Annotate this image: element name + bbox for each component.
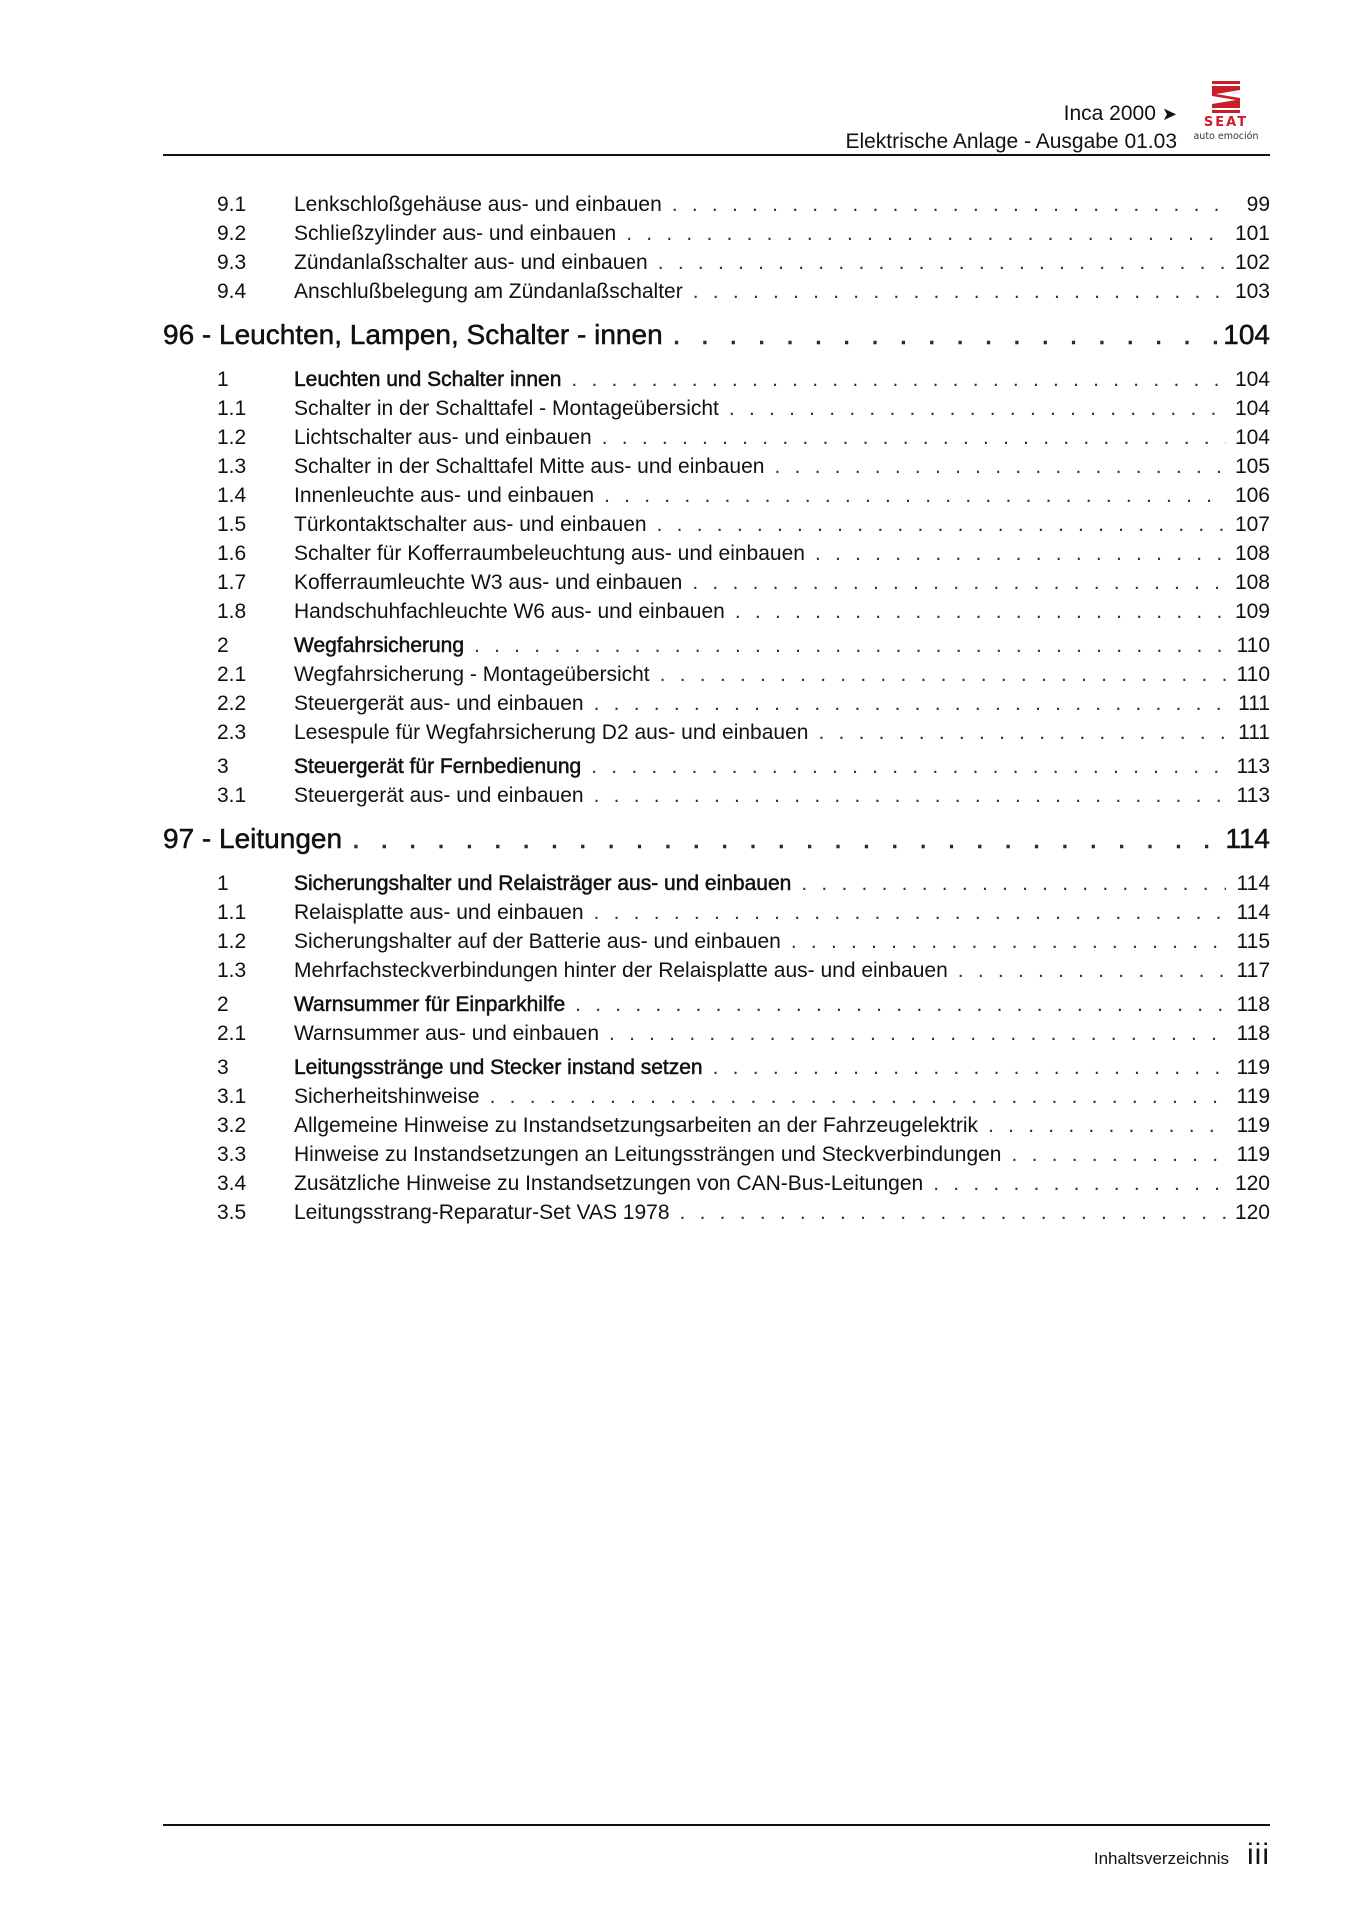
toc-item-row	[163, 452, 1270, 481]
toc-title: Leitungsstrang-Reparatur-Set VAS 1978	[294, 1201, 670, 1224]
toc-title: Zusätzliche Hinweise zu Instandsetzungen von CAN-Bus-Leitungen	[294, 1172, 924, 1195]
toc-number: 2.2	[217, 692, 247, 715]
toc-section-row	[163, 869, 1270, 898]
toc-title: Leuchten und Schalter innen	[294, 368, 562, 391]
toc-number: 9.1	[217, 193, 247, 216]
toc-dot-leader	[672, 190, 1226, 219]
toc-title: Lenkschloßgehäuse aus- und einbauen	[294, 193, 662, 216]
toc-page-number: 108	[1234, 571, 1270, 594]
toc-number: 2.1	[217, 1022, 247, 1045]
toc-page-number: 117	[1236, 959, 1270, 982]
toc-dot-leader	[818, 718, 1226, 747]
toc-page-number: 110	[1236, 663, 1270, 686]
toc-title: Steuergerät aus- und einbauen	[294, 692, 584, 715]
toc-number: 3.3	[217, 1143, 247, 1166]
toc-dot-leader	[575, 990, 1226, 1019]
toc-number: 3.4	[217, 1172, 247, 1195]
toc-number: 1.1	[217, 901, 247, 924]
toc-title: Steuergerät aus- und einbauen	[294, 784, 584, 807]
page-footer	[1094, 1838, 1270, 1872]
toc-dot-leader	[626, 219, 1226, 248]
toc-number: 1.3	[217, 455, 247, 478]
toc-dot-leader	[352, 814, 1220, 864]
footer-page-number: iii	[1247, 1838, 1270, 1871]
toc-page-number: 113	[1236, 755, 1270, 778]
toc-page-number: 104	[1234, 426, 1270, 449]
toc-dot-leader	[713, 1053, 1226, 1082]
toc-number: 3	[217, 755, 229, 778]
toc-chapter-row	[163, 310, 1270, 360]
toc-page-number: 113	[1236, 784, 1270, 807]
toc-dot-leader	[602, 423, 1226, 452]
toc-dot-leader	[604, 481, 1226, 510]
toc-item-row	[163, 660, 1270, 689]
toc-page-number: 111	[1238, 692, 1270, 715]
toc-item-row	[163, 781, 1270, 810]
toc-title: Wegfahrsicherung - Montageübersicht	[294, 663, 650, 686]
toc-dot-leader	[660, 660, 1226, 689]
toc-page-number: 104	[1234, 368, 1270, 391]
toc-number: 2	[217, 993, 229, 1016]
toc-page-number: 114	[1236, 872, 1270, 895]
toc-title: Relaisplatte aus- und einbauen	[294, 901, 584, 924]
toc-dot-leader	[680, 1198, 1227, 1227]
toc-item-row	[163, 1198, 1270, 1227]
toc-page-number: 107	[1234, 513, 1270, 536]
toc-title: Schalter in der Schalttafel - Montageübersicht	[294, 397, 719, 420]
toc-number: 3.1	[217, 1085, 247, 1108]
toc-chapter-row	[163, 814, 1270, 864]
toc-page-number: 101	[1234, 222, 1270, 245]
toc-number: 2.3	[217, 721, 247, 744]
toc-number: 1.1	[217, 397, 247, 420]
toc-item-row	[163, 1082, 1270, 1111]
toc-number: 1	[217, 872, 229, 895]
toc-page-number: 110	[1236, 634, 1270, 657]
toc-dot-leader	[594, 689, 1226, 718]
toc-title: Sicherungshalter auf der Batterie aus- und einbauen	[294, 930, 781, 953]
toc-title: Kofferraumleuchte W3 aus- und einbauen	[294, 571, 683, 594]
toc-title: Sicherungshalter und Relaisträger aus- und einbauen	[294, 872, 792, 895]
toc-section-row	[163, 631, 1270, 660]
toc-title: Steuergerät für Fernbedienung	[294, 755, 582, 778]
seat-s-emblem-icon	[1212, 81, 1240, 113]
toc-title: 97 - Leitungen	[163, 823, 343, 854]
toc-dot-leader	[801, 869, 1226, 898]
toc-dot-leader	[815, 539, 1226, 568]
toc-dot-leader	[735, 597, 1226, 626]
toc-number: 9.4	[217, 280, 247, 303]
toc-number: 1.4	[217, 484, 247, 507]
toc-section-row	[163, 365, 1270, 394]
arrow-icon: ➤	[1161, 104, 1177, 124]
toc-number: 9.3	[217, 251, 247, 274]
toc-dot-leader	[692, 568, 1226, 597]
toc-dot-leader	[594, 781, 1226, 810]
toc-section-row	[163, 1053, 1270, 1082]
toc-title: Warnsummer aus- und einbauen	[294, 1022, 600, 1045]
toc-title: Schließzylinder aus- und einbauen	[294, 222, 617, 245]
toc-item-row	[163, 718, 1270, 747]
toc-page-number: 119	[1236, 1114, 1270, 1137]
toc-page-number: 103	[1234, 280, 1270, 303]
toc-dot-leader	[474, 631, 1226, 660]
toc-item-row	[163, 539, 1270, 568]
page-header	[163, 92, 1270, 155]
toc-title: Handschuhfachleuchte W6 aus- und einbauen	[294, 600, 725, 623]
toc-item-row	[163, 394, 1270, 423]
toc-page-number: 104	[1223, 319, 1270, 350]
footer-section-name: Inhaltsverzeichnis	[1093, 1849, 1229, 1868]
toc-dot-leader	[1012, 1140, 1227, 1169]
toc-title: Allgemeine Hinweise zu Instandsetzungsarbeiten an der Fahrzeugelektrik	[294, 1114, 979, 1137]
toc-dot-leader	[673, 310, 1220, 360]
toc-title: Sicherheitshinweise	[294, 1085, 480, 1108]
toc-dot-leader	[958, 956, 1226, 985]
toc-dot-leader	[791, 927, 1226, 956]
manual-title: Inca 2000	[1063, 102, 1156, 125]
toc-number: 1.6	[217, 542, 247, 565]
toc-item-row	[163, 597, 1270, 626]
toc-number: 2.1	[217, 663, 247, 686]
toc-dot-leader	[594, 898, 1226, 927]
toc-item-row	[163, 927, 1270, 956]
toc-item-row	[163, 898, 1270, 927]
toc-page-number: 118	[1236, 993, 1270, 1016]
toc-number: 2	[217, 634, 229, 657]
toc-number: 1	[217, 368, 229, 391]
toc-item-row	[163, 423, 1270, 452]
toc-title: Warnsummer für Einparkhilfe	[294, 993, 566, 1016]
toc-page-number: 105	[1234, 455, 1270, 478]
toc-page-number: 115	[1236, 930, 1270, 953]
header-text	[845, 100, 1177, 156]
toc-item-row	[163, 568, 1270, 597]
toc-dot-leader	[729, 394, 1226, 423]
toc-page-number: 119	[1236, 1143, 1270, 1166]
toc-title: Mehrfachsteckverbindungen hinter der Relaisplatte aus- und einbauen	[294, 959, 948, 982]
toc-page-number: 119	[1236, 1085, 1270, 1108]
toc-page-number: 102	[1234, 251, 1270, 274]
toc-number: 1.5	[217, 513, 247, 536]
toc-title: Innenleuchte aus- und einbauen	[294, 484, 595, 507]
toc-item-row	[163, 248, 1270, 277]
toc-dot-leader	[693, 277, 1226, 306]
toc-title: Wegfahrsicherung	[294, 634, 465, 657]
toc-item-row	[163, 277, 1270, 306]
toc-title: Anschlußbelegung am Zündanlaßschalter	[294, 280, 683, 303]
toc-title: Zündanlaßschalter aus- und einbauen	[294, 251, 648, 274]
toc-page-number: 108	[1234, 542, 1270, 565]
toc-title: Türkontaktschalter aus- und einbauen	[294, 513, 647, 536]
toc-dot-leader	[609, 1019, 1226, 1048]
toc-page-number: 120	[1234, 1172, 1270, 1195]
toc-item-row	[163, 956, 1270, 985]
toc-item-row	[163, 190, 1270, 219]
toc-title: Schalter in der Schalttafel Mitte aus- und einbauen	[294, 455, 765, 478]
toc-number: 3.1	[217, 784, 247, 807]
toc-dot-leader	[591, 752, 1226, 781]
toc-page-number: 119	[1236, 1056, 1270, 1079]
toc-item-row	[163, 481, 1270, 510]
header-rule	[163, 154, 1270, 156]
toc-dot-leader	[571, 365, 1226, 394]
header-line-1	[845, 100, 1177, 128]
toc-dot-leader	[657, 510, 1226, 539]
toc-page-number: 114	[1225, 823, 1270, 854]
toc-item-row	[163, 510, 1270, 539]
toc-page-number: 109	[1234, 600, 1270, 623]
toc-number: 1.7	[217, 571, 247, 594]
toc-item-row	[163, 1140, 1270, 1169]
toc-number: 3.2	[217, 1114, 247, 1137]
toc-item-row	[163, 1019, 1270, 1048]
toc-page-number: 104	[1234, 397, 1270, 420]
toc-title: Schalter für Kofferraumbeleuchtung aus- und einbauen	[294, 542, 805, 565]
toc-number: 1.8	[217, 600, 247, 623]
toc-page-number: 118	[1236, 1022, 1270, 1045]
toc-page-number: 111	[1238, 721, 1270, 744]
toc-page-number: 120	[1234, 1201, 1270, 1224]
toc-item-row	[163, 689, 1270, 718]
manual-subtitle: Elektrische Anlage - Ausgabe 01.03	[845, 130, 1177, 153]
seat-logo	[1182, 80, 1270, 146]
toc-page-number: 114	[1236, 901, 1270, 924]
toc-dot-leader	[490, 1082, 1226, 1111]
toc-dot-leader	[933, 1169, 1226, 1198]
toc-number: 9.2	[217, 222, 247, 245]
footer-rule	[163, 1824, 1270, 1826]
toc-title: Leitungsstränge und Stecker instand setzen	[294, 1056, 703, 1079]
toc-item-row	[163, 1169, 1270, 1198]
toc-number: 1.2	[217, 426, 247, 449]
toc-number: 1.3	[217, 959, 247, 982]
toc-dot-leader	[774, 452, 1226, 481]
logo-tagline: auto emoción	[1193, 131, 1259, 142]
toc-title: Hinweise zu Instandsetzungen an Leitungssträngen und Steckverbindungen	[294, 1143, 1002, 1166]
toc-page-number: 99	[1246, 193, 1270, 216]
toc-section-row	[163, 990, 1270, 1019]
toc-title: Lichtschalter aus- und einbauen	[294, 426, 592, 449]
toc-section-row	[163, 752, 1270, 781]
toc-number: 1.2	[217, 930, 247, 953]
toc-title: 96 - Leuchten, Lampen, Schalter - innen	[163, 319, 663, 350]
toc-page-number: 106	[1234, 484, 1270, 507]
toc-title: Lesespule für Wegfahrsicherung D2 aus- und einbauen	[294, 721, 809, 744]
toc-item-row	[163, 219, 1270, 248]
toc-number: 3	[217, 1056, 229, 1079]
toc-dot-leader	[988, 1111, 1226, 1140]
toc-item-row	[163, 1111, 1270, 1140]
toc-dot-leader	[658, 248, 1226, 277]
toc-number: 3.5	[217, 1201, 247, 1224]
logo-wordmark: SEAT	[1203, 115, 1249, 130]
table-of-contents	[163, 190, 1270, 1227]
